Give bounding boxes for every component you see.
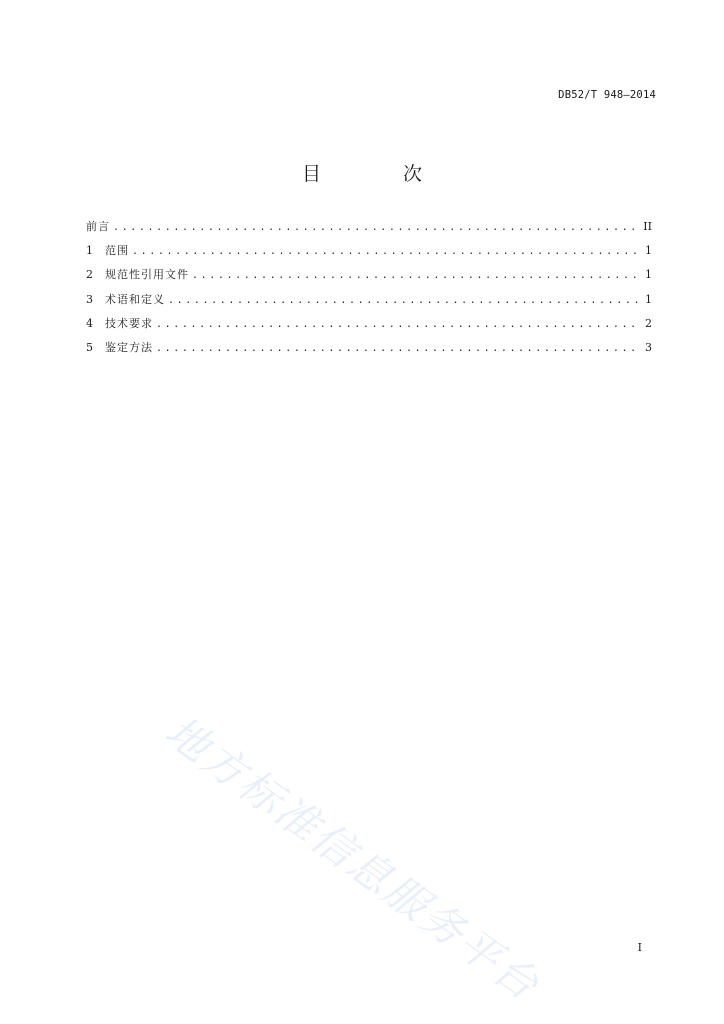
toc-title: 目 次	[301, 163, 461, 185]
toc-entry-number: 2	[86, 268, 93, 282]
toc-entry-label: 术语和定义	[105, 292, 165, 306]
toc-leader-dots	[156, 319, 639, 330]
toc-entry-foreword[interactable]	[86, 218, 652, 242]
document-code: DB52/T 948—2014	[558, 89, 656, 101]
toc-leader-dots	[132, 246, 639, 257]
toc-entry-normative-references[interactable]	[86, 266, 652, 290]
toc-entry-label: 规范性引用文件	[105, 268, 189, 282]
toc-entry-page: 3	[645, 340, 652, 354]
toc-entry-number: 1	[86, 244, 93, 258]
table-of-contents	[86, 218, 652, 363]
toc-entry-number: 3	[86, 292, 93, 306]
toc-entry-label: 鉴定方法	[105, 340, 153, 354]
toc-entry-label: 前言	[86, 220, 110, 233]
toc-entry-page: 2	[645, 316, 652, 330]
toc-entry-page: 1	[645, 268, 652, 282]
page-number: I	[637, 941, 642, 954]
toc-leader-dots	[192, 270, 639, 281]
toc-leader-dots	[113, 222, 638, 233]
toc-entry-technical-requirements[interactable]	[86, 315, 652, 339]
toc-entry-page: II	[643, 220, 652, 233]
toc-entry-page: 1	[645, 244, 652, 258]
toc-entry-number: 4	[86, 316, 93, 330]
watermark: 地方标准信息服务平台	[156, 706, 550, 1011]
toc-entry-label: 范围	[105, 244, 129, 258]
toc-entry-label: 技术要求	[105, 316, 153, 330]
toc-entry-scope[interactable]	[86, 242, 652, 266]
toc-entry-number: 5	[86, 340, 93, 354]
toc-leader-dots	[156, 343, 639, 354]
toc-entry-identification-methods[interactable]	[86, 339, 652, 363]
toc-leader-dots	[168, 295, 639, 306]
toc-entry-page: 1	[645, 292, 652, 306]
toc-entry-terms-definitions[interactable]	[86, 291, 652, 315]
